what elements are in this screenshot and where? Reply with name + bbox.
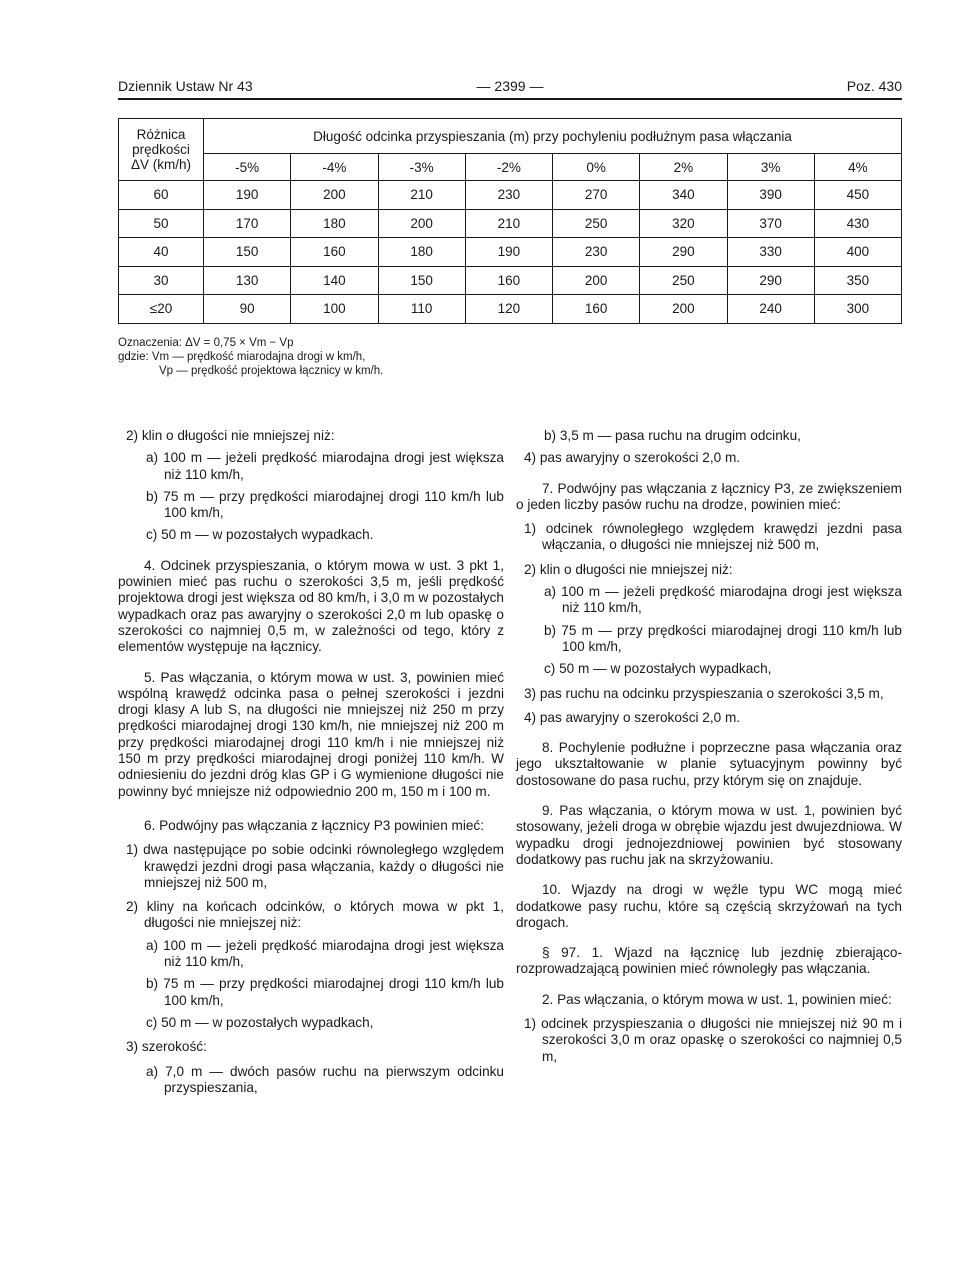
table-cell: 120 xyxy=(465,295,552,324)
table-row xyxy=(119,295,902,324)
right-column xyxy=(516,428,902,1065)
table-cell: 110 xyxy=(378,295,465,324)
list-item: a) 100 m — jeżeli prędkość miarodajna drogi jest większa niż 110 km/h, xyxy=(146,937,504,970)
list-item: b) 75 m — przy prędkości miarodajnej drogi 110 km/h lub 100 km/h, xyxy=(146,976,504,1008)
table-row xyxy=(119,238,902,267)
table-cell: 30 xyxy=(119,266,204,295)
table-cell: 130 xyxy=(204,266,291,295)
paragraph: 9. Pas włączania, o którym mowa w ust. 1, powinien być stosowany, jeżeli droga w obrębie wjazdu jest dwujezdniowa. W wypadku drogi jednojezdniowej powinien być stosowany dodatkowy pas ruchu jak na skrzyżowaniu. xyxy=(516,803,902,867)
slope-header: -2% xyxy=(465,154,552,181)
table-cell: 200 xyxy=(640,295,727,324)
table-notes xyxy=(118,336,383,378)
table-cell: 210 xyxy=(465,209,552,238)
slope-header: 0% xyxy=(553,154,640,181)
page-number: — 2399 — xyxy=(476,78,544,94)
table-cell: 290 xyxy=(640,238,727,267)
page-header xyxy=(118,76,902,98)
table-cell: 210 xyxy=(378,181,465,210)
paragraph: 8. Pochylenie podłużne i poprzeczne pasa włączania oraz jego ukształtowanie w planie sytuacyjnym powinny być dostosowane do pasa ruchu, przy którym się on znajduje. xyxy=(516,740,902,788)
table-cell: 340 xyxy=(640,181,727,210)
table-cell: 350 xyxy=(814,266,901,295)
table-cell: 190 xyxy=(204,181,291,210)
slope-header: 3% xyxy=(727,154,814,181)
list-item: b) 3,5 m — pasa ruchu na drugim odcinku, xyxy=(544,428,801,443)
notes-definition: gdzie: Vm — prędkość miarodajna drogi w km/h, xyxy=(118,351,366,363)
table-cell: 390 xyxy=(727,181,814,210)
list-item: 2) klin o długości nie mniejszej niż: xyxy=(524,561,733,577)
slope-header: -3% xyxy=(378,154,465,181)
list-item: 1) odcinek przyspieszania o długości nie mniejszej niż 90 m i szerokości 3,0 m oraz opaskę o szerokości co najmniej 0,5 m, xyxy=(524,1016,902,1064)
table-cell: 170 xyxy=(204,209,291,238)
table-cell: 160 xyxy=(553,295,640,324)
paragraph: § 97. 1. Wjazd na łącznicę lub jezdnię zbierająco-rozprowadzającą powinien mieć równoległy pas włączania. xyxy=(516,945,902,977)
table-cell: 40 xyxy=(119,238,204,267)
slope-header: 2% xyxy=(640,154,727,181)
list-item: b) 75 m — przy prędkości miarodajnej drogi 110 km/h lub 100 km/h, xyxy=(146,488,504,521)
list-item: a) 7,0 m — dwóch pasów ruchu na pierwszym odcinku przyspieszania, xyxy=(146,1063,504,1095)
list-item: 4) pas awaryjny o szerokości 2,0 m. xyxy=(524,450,741,466)
header-rule xyxy=(118,98,902,100)
left-column xyxy=(118,428,504,1096)
table-cell: 250 xyxy=(640,266,727,295)
paragraph: 5. Pas włączania, o którym mowa w ust. 3, powinien mieć wspólną krawędź odcinka pasa o pełnej szerokości i jezdni drogi klasy A lub S, na długości nie mniejszej niż 250 m przy prędkości miarodajnej drogi 130 km/h, nie mniejszej niż 200 m przy prędkości miarodajnej drogi 110 km/h i nie mniejszej niż 150 m przy prędkości miarodajnej drogi poniżej 110 km/h. W odniesieniu do jezdni dróg klas GP i G wymienione długości nie powinny być mniejsze niż odpowiednio 200 m, 150 m i 100 m. xyxy=(118,669,504,799)
table-cell: 180 xyxy=(378,238,465,267)
paragraph: 10. Wjazdy na drogi w węźle typu WC mogą mieć dodatkowe pasy ruchu, które są częścią skrzyżowań na tych drogach. xyxy=(516,882,902,930)
notes-definition: Vp — prędkość projektowa łącznicy w km/h. xyxy=(159,365,384,377)
speed-difference-header: Różnica prędkości ΔV (km/h) xyxy=(119,119,204,181)
list-item: 3) szerokość: xyxy=(126,1039,207,1055)
table-cell: 60 xyxy=(119,181,204,210)
length-header: Długość odcinka przyspieszania (m) przy pochyleniu podłużnym pasa włączania xyxy=(204,119,902,154)
table-cell: 430 xyxy=(814,209,901,238)
table-cell: 200 xyxy=(378,209,465,238)
list-item: a) 100 m — jeżeli prędkość miarodajna drogi jest większa niż 110 km/h, xyxy=(544,584,902,616)
table-cell: 250 xyxy=(553,209,640,238)
table-row xyxy=(119,181,902,210)
table-cell: 240 xyxy=(727,295,814,324)
table-cell: 90 xyxy=(204,295,291,324)
slope-header-row xyxy=(119,154,902,181)
list-item: 3) pas ruchu na odcinku przyspieszania o szerokości 3,5 m, xyxy=(524,685,884,701)
acceleration-length-table xyxy=(118,118,902,324)
list-item: c) 50 m — w pozostałych wypadkach, xyxy=(146,1014,374,1030)
table-cell: 320 xyxy=(640,209,727,238)
paragraph: 6. Podwójny pas włączania z łącznicy P3 powinien mieć: xyxy=(144,817,485,833)
table-cell: 230 xyxy=(553,238,640,267)
table-header-row xyxy=(119,119,902,154)
table-cell: 400 xyxy=(814,238,901,267)
table-cell: 150 xyxy=(204,238,291,267)
table-cell: 200 xyxy=(291,181,378,210)
table-cell: 330 xyxy=(727,238,814,267)
list-item: 2) klin o długości nie mniejszej niż: xyxy=(126,428,335,443)
table-cell: 150 xyxy=(378,266,465,295)
table-cell: 370 xyxy=(727,209,814,238)
table-cell: 180 xyxy=(291,209,378,238)
table-cell: 160 xyxy=(291,238,378,267)
table-cell: 200 xyxy=(553,266,640,295)
list-item: 2) kliny na końcach odcinków, o których mowa w pkt 1, długości nie mniejszej niż: xyxy=(126,899,504,931)
position-number: Poz. 430 xyxy=(846,78,902,94)
notes-formula: Oznaczenia: ΔV = 0,75 × Vm − Vp xyxy=(118,337,294,349)
table-cell: ≤20 xyxy=(119,295,204,324)
paragraph: 7. Podwójny pas włączania z łącznicy P3, ze zwiększeniem o jeden liczby pasów ruchu na drodze, powinien mieć: xyxy=(516,480,902,512)
slope-header: -4% xyxy=(291,154,378,181)
table-cell: 140 xyxy=(291,266,378,295)
table-cell: 450 xyxy=(814,181,901,210)
journal-title: Dziennik Ustaw Nr 43 xyxy=(118,78,253,94)
table-cell: 160 xyxy=(465,266,552,295)
list-item: 4) pas awaryjny o szerokości 2,0 m. xyxy=(524,709,741,725)
table-cell: 50 xyxy=(119,209,204,238)
table-cell: 290 xyxy=(727,266,814,295)
table-cell: 300 xyxy=(814,295,901,324)
list-item: 1) dwa następujące po sobie odcinki równoległego względem krawędzi jezdni drogi pasa włączania, każdy o długości nie mniejszej niż 500 m, xyxy=(126,842,504,890)
table-row xyxy=(119,266,902,295)
table-cell: 270 xyxy=(553,181,640,210)
slope-header: 4% xyxy=(814,154,901,181)
paragraph: 2. Pas włączania, o którym mowa w ust. 1, powinien mieć: xyxy=(542,991,892,1007)
table-row xyxy=(119,209,902,238)
paragraph: 4. Odcinek przyspieszania, o którym mowa w ust. 3 pkt 1, powinien mieć pas ruchu o szerokości 3,5 m, jeśli prędkość projektowa drogi jest większa od 80 km/h, i 3,0 m w pozostałych wypadkach oraz pas awaryjny o szerokości 2,0 m lub opaskę o szerokości co najmniej 0,5 m, w zależności od tego, który z elementów występuje na łącznicy. xyxy=(118,557,504,655)
table-cell: 100 xyxy=(291,295,378,324)
list-item: c) 50 m — w pozostałych wypadkach. xyxy=(146,527,374,543)
list-item: b) 75 m — przy prędkości miarodajnej drogi 110 km/h lub 100 km/h, xyxy=(544,622,902,654)
list-item: a) 100 m — jeżeli prędkość miarodajna drogi jest większa niż 110 km/h, xyxy=(146,450,504,482)
table-cell: 230 xyxy=(465,181,552,210)
slope-header: -5% xyxy=(204,154,291,181)
list-item: 1) odcinek równoległego względem krawędzi jezdni pasa włączania, o długości nie mniejszej niż 500 m, xyxy=(524,521,902,553)
list-item: c) 50 m — w pozostałych wypadkach, xyxy=(544,661,772,677)
table-cell: 190 xyxy=(465,238,552,267)
